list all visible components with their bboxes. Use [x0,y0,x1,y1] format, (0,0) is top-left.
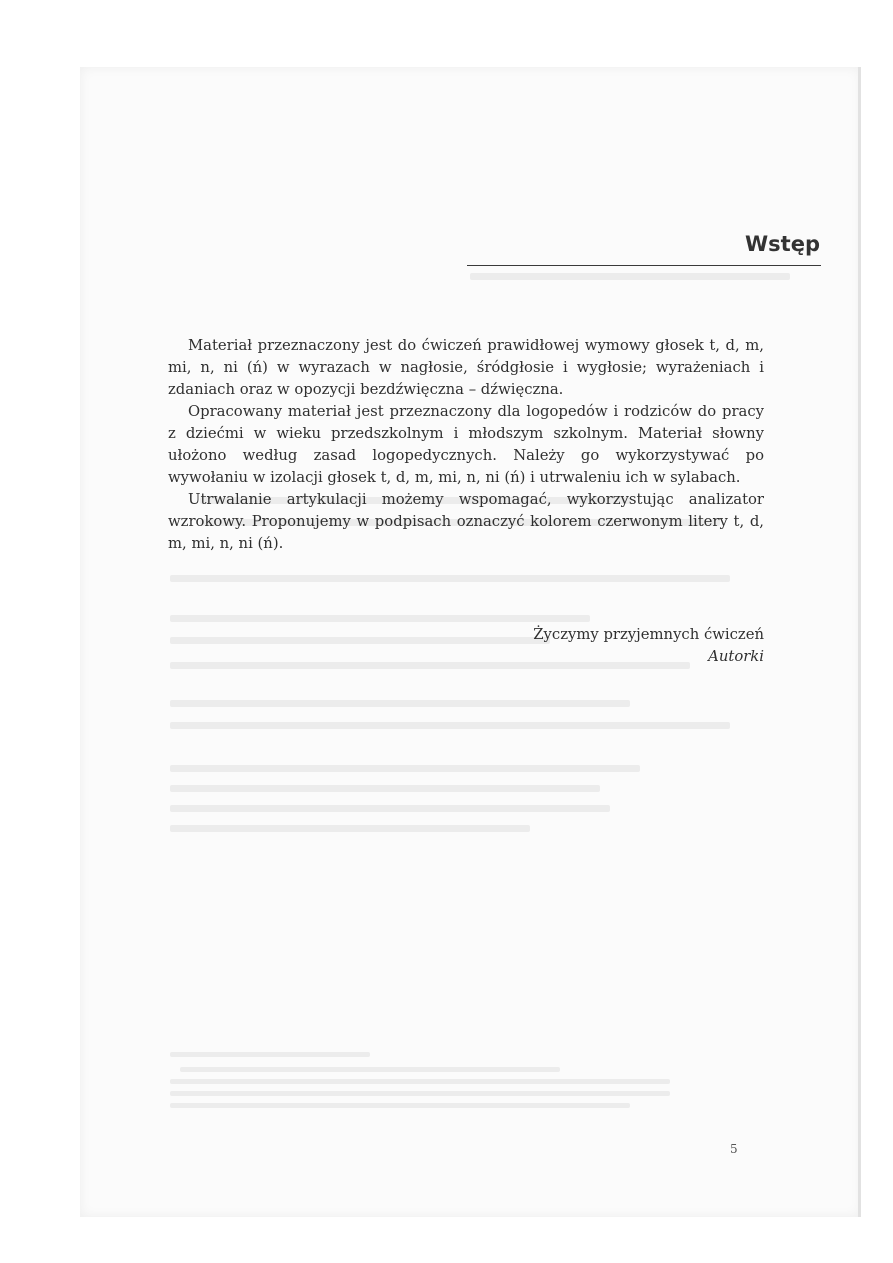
bleed-through-line [170,1091,670,1096]
paragraph: Materiał przeznaczony jest do ćwiczeń prawidłowej wymowy głosek t, d, m, mi, n, ni (ń) w wyrazach w nagłosie, śródgłosie i wygłosie; wyrażeniach i zdaniach oraz w opozycji bezdźwięczna – dźwięczna. [168,337,764,398]
closing-wishes: Życzymy przyjemnych ćwiczeń [533,626,764,643]
paragraph: Utrwalanie artykulacji możemy wspomagać, wykorzystując analizator wzrokowy. Proponujemy w podpisach oznaczyć kolorem czerwonym litery t, d, m, mi, n, ni (ń). [168,491,764,552]
paragraph: Opracowany materiał jest przeznaczony dla logopedów i rodziców do pracy z dziećmi w wieku przedszkolnym i młodszym szkolnym. Materiał słowny ułożono według zasad logopedycznych. Należy go wykorzystywać po wywołaniu w izolacji głosek t, d, m, mi, n, ni (ń) i utrwaleniu ich w sylabach. [168,403,764,486]
bleed-through-line [170,1079,670,1084]
bleed-through-line [170,785,600,792]
bleed-through-line [170,765,640,772]
book-page [80,67,861,1217]
bleed-through-line [170,825,530,832]
bleed-through-line [170,700,630,707]
bleed-through-line [170,615,590,622]
bleed-through-line [170,1103,630,1108]
intro-body [168,335,764,555]
page-number: 5 [730,1142,738,1156]
bleed-through-line [170,805,610,812]
page-title: Wstęp [745,232,820,256]
page-edge [858,67,861,1217]
closing-block [380,624,764,668]
bleed-through-line [180,1067,560,1072]
bleed-through-line [170,722,730,729]
bleed-through-line [170,575,730,582]
title-underline [467,265,821,266]
bleed-through-line [470,273,790,280]
bleed-through-line [170,1052,370,1057]
closing-signature: Autorki [708,648,764,665]
